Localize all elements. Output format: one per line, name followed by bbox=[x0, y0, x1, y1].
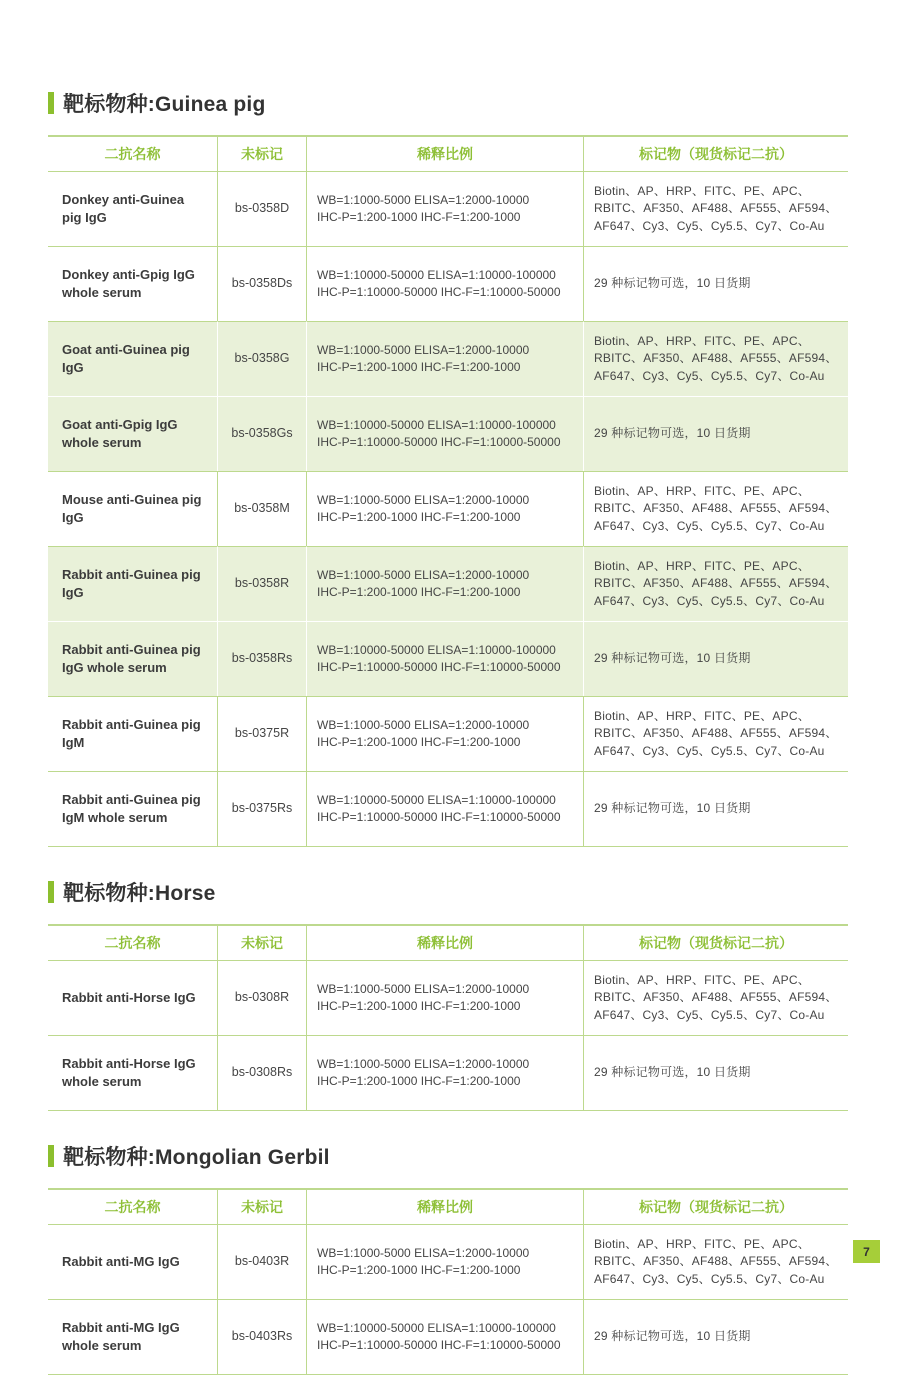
dilution-line-1: WB=1:10000-50000 ELISA=1:10000-100000 bbox=[317, 268, 556, 283]
table-row bbox=[48, 396, 848, 471]
catalog-code-cell: bs-0403R bbox=[218, 1225, 307, 1299]
dilution-line-2: IHC-P=1:10000-50000 IHC-F=1:10000-50000 bbox=[317, 1338, 561, 1352]
markers-cell: 29 种标记物可选，10 日货期 bbox=[584, 1035, 848, 1110]
table-row bbox=[48, 1225, 848, 1299]
antibody-name-cell: Rabbit anti-Guinea pig IgM bbox=[48, 696, 218, 771]
dilution-line-1: WB=1:1000-5000 ELISA=1:2000-10000 bbox=[317, 718, 530, 733]
dilution-cell bbox=[307, 1299, 584, 1374]
markers-cell: 29 种标记物可选，10 日货期 bbox=[584, 396, 848, 471]
antibody-name-cell: Rabbit anti-Guinea pig IgG bbox=[48, 546, 218, 621]
catalog-code-cell: bs-0375Rs bbox=[218, 771, 307, 846]
antibody-name-cell: Goat anti-Gpig IgG whole serum bbox=[48, 396, 218, 471]
dilution-line-2: IHC-P=1:10000-50000 IHC-F=1:10000-50000 bbox=[317, 435, 561, 449]
antibody-table bbox=[48, 135, 848, 847]
catalog-code-cell: bs-0403Rs bbox=[218, 1299, 307, 1374]
table-row bbox=[48, 1035, 848, 1110]
column-header-dilution-ratio: 稀释比例 bbox=[307, 1190, 584, 1225]
antibody-name-cell: Rabbit anti-Horse IgG bbox=[48, 961, 218, 1035]
section-header bbox=[48, 88, 848, 118]
dilution-line-2: IHC-P=1:200-1000 IHC-F=1:200-1000 bbox=[317, 510, 521, 524]
dilution-line-1: WB=1:1000-5000 ELISA=1:2000-10000 bbox=[317, 1057, 530, 1072]
markers-cell: 29 种标记物可选，10 日货期 bbox=[584, 771, 848, 846]
section-marker-bar bbox=[48, 1145, 54, 1167]
page-number-badge: 7 bbox=[853, 1240, 880, 1263]
dilution-cell bbox=[307, 546, 584, 621]
dilution-line-2: IHC-P=1:200-1000 IHC-F=1:200-1000 bbox=[317, 999, 521, 1013]
column-header-dilution-ratio: 稀释比例 bbox=[307, 926, 584, 961]
table-header-row bbox=[48, 926, 848, 961]
markers-cell: 29 种标记物可选，10 日货期 bbox=[584, 246, 848, 321]
dilution-cell bbox=[307, 1225, 584, 1299]
antibody-name-cell: Rabbit anti-Guinea pig IgM whole serum bbox=[48, 771, 218, 846]
dilution-line-2: IHC-P=1:200-1000 IHC-F=1:200-1000 bbox=[317, 210, 521, 224]
column-header-antibody-name: 二抗名称 bbox=[48, 926, 218, 961]
column-header-dilution-ratio: 稀释比例 bbox=[307, 137, 584, 172]
catalog-code-cell: bs-0358Gs bbox=[218, 396, 307, 471]
table-row bbox=[48, 471, 848, 546]
table-row bbox=[48, 246, 848, 321]
markers-cell: 29 种标记物可选，10 日货期 bbox=[584, 621, 848, 696]
section-header bbox=[48, 1141, 848, 1171]
catalog-code-cell: bs-0375R bbox=[218, 696, 307, 771]
markers-cell: Biotin、AP、HRP、FITC、PE、APC、RBITC、AF350、AF488、AF555、AF594、AF647、Cy3、Cy5、Cy5.5、Cy7、Co-Au bbox=[584, 172, 848, 246]
dilution-line-1: WB=1:1000-5000 ELISA=1:2000-10000 bbox=[317, 982, 530, 997]
column-header-markers: 标记物（现货标记二抗） bbox=[584, 1190, 848, 1225]
section-title: 靶标物种:Horse bbox=[63, 882, 216, 905]
markers-cell: Biotin、AP、HRP、FITC、PE、APC、RBITC、AF350、AF488、AF555、AF594、AF647、Cy3、Cy5、Cy5.5、Cy7、Co-Au bbox=[584, 546, 848, 621]
dilution-cell bbox=[307, 961, 584, 1035]
species-section bbox=[48, 1141, 848, 1375]
section-marker-bar bbox=[48, 881, 54, 903]
dilution-cell bbox=[307, 246, 584, 321]
table-row bbox=[48, 546, 848, 621]
dilution-line-1: WB=1:10000-50000 ELISA=1:10000-100000 bbox=[317, 1321, 556, 1336]
dilution-line-2: IHC-P=1:10000-50000 IHC-F=1:10000-50000 bbox=[317, 660, 561, 674]
table-header-row bbox=[48, 1190, 848, 1225]
dilution-cell bbox=[307, 172, 584, 246]
dilution-line-2: IHC-P=1:200-1000 IHC-F=1:200-1000 bbox=[317, 585, 521, 599]
dilution-line-1: WB=1:1000-5000 ELISA=1:2000-10000 bbox=[317, 493, 530, 508]
dilution-cell bbox=[307, 696, 584, 771]
catalog-code-cell: bs-0358Ds bbox=[218, 246, 307, 321]
antibody-name-cell: Rabbit anti-Horse IgG whole serum bbox=[48, 1035, 218, 1110]
dilution-line-2: IHC-P=1:200-1000 IHC-F=1:200-1000 bbox=[317, 360, 521, 374]
dilution-line-1: WB=1:10000-50000 ELISA=1:10000-100000 bbox=[317, 643, 556, 658]
section-marker-bar bbox=[48, 92, 54, 114]
markers-cell: Biotin、AP、HRP、FITC、PE、APC、RBITC、AF350、AF488、AF555、AF594、AF647、Cy3、Cy5、Cy5.5、Cy7、Co-Au bbox=[584, 696, 848, 771]
column-header-markers: 标记物（现货标记二抗） bbox=[584, 137, 848, 172]
antibody-name-cell: Donkey anti-Guinea pig IgG bbox=[48, 172, 218, 246]
markers-cell: Biotin、AP、HRP、FITC、PE、APC、RBITC、AF350、AF488、AF555、AF594、AF647、Cy3、Cy5、Cy5.5、Cy7、Co-Au bbox=[584, 321, 848, 396]
catalog-code-cell: bs-0308R bbox=[218, 961, 307, 1035]
dilution-cell bbox=[307, 1035, 584, 1110]
column-header-unlabeled-code: 未标记 bbox=[218, 1190, 307, 1225]
table-row bbox=[48, 961, 848, 1035]
antibody-name-cell: Rabbit anti-Guinea pig IgG whole serum bbox=[48, 621, 218, 696]
species-section bbox=[48, 877, 848, 1111]
dilution-line-2: IHC-P=1:10000-50000 IHC-F=1:10000-50000 bbox=[317, 810, 561, 824]
table-row bbox=[48, 1299, 848, 1374]
table-row bbox=[48, 696, 848, 771]
catalog-code-cell: bs-0358Rs bbox=[218, 621, 307, 696]
dilution-cell bbox=[307, 471, 584, 546]
markers-cell: 29 种标记物可选，10 日货期 bbox=[584, 1299, 848, 1374]
antibody-name-cell: Rabbit anti-MG IgG whole serum bbox=[48, 1299, 218, 1374]
column-header-antibody-name: 二抗名称 bbox=[48, 137, 218, 172]
dilution-line-2: IHC-P=1:200-1000 IHC-F=1:200-1000 bbox=[317, 735, 521, 749]
catalog-code-cell: bs-0308Rs bbox=[218, 1035, 307, 1110]
catalog-code-cell: bs-0358G bbox=[218, 321, 307, 396]
table-row bbox=[48, 172, 848, 246]
antibody-name-cell: Rabbit anti-MG IgG bbox=[48, 1225, 218, 1299]
dilution-line-1: WB=1:10000-50000 ELISA=1:10000-100000 bbox=[317, 793, 556, 808]
dilution-line-1: WB=1:10000-50000 ELISA=1:10000-100000 bbox=[317, 418, 556, 433]
markers-cell: Biotin、AP、HRP、FITC、PE、APC、RBITC、AF350、AF488、AF555、AF594、AF647、Cy3、Cy5、Cy5.5、Cy7、Co-Au bbox=[584, 471, 848, 546]
column-header-unlabeled-code: 未标记 bbox=[218, 926, 307, 961]
column-header-markers: 标记物（现货标记二抗） bbox=[584, 926, 848, 961]
table-header-row bbox=[48, 137, 848, 172]
dilution-line-2: IHC-P=1:200-1000 IHC-F=1:200-1000 bbox=[317, 1074, 521, 1088]
markers-cell: Biotin、AP、HRP、FITC、PE、APC、RBITC、AF350、AF488、AF555、AF594、AF647、Cy3、Cy5、Cy5.5、Cy7、Co-Au bbox=[584, 1225, 848, 1299]
dilution-cell bbox=[307, 621, 584, 696]
antibody-table bbox=[48, 1188, 848, 1375]
table-row bbox=[48, 771, 848, 846]
section-title: 靶标物种:Guinea pig bbox=[63, 93, 266, 116]
dilution-line-1: WB=1:1000-5000 ELISA=1:2000-10000 bbox=[317, 1246, 530, 1261]
column-header-unlabeled-code: 未标记 bbox=[218, 137, 307, 172]
section-title: 靶标物种:Mongolian Gerbil bbox=[63, 1146, 330, 1169]
dilution-line-2: IHC-P=1:10000-50000 IHC-F=1:10000-50000 bbox=[317, 285, 561, 299]
catalog-code-cell: bs-0358M bbox=[218, 471, 307, 546]
catalog-code-cell: bs-0358D bbox=[218, 172, 307, 246]
dilution-cell bbox=[307, 321, 584, 396]
table-row bbox=[48, 321, 848, 396]
section-header bbox=[48, 877, 848, 907]
dilution-line-1: WB=1:1000-5000 ELISA=1:2000-10000 bbox=[317, 568, 530, 583]
catalog-content bbox=[48, 0, 848, 1375]
dilution-line-1: WB=1:1000-5000 ELISA=1:2000-10000 bbox=[317, 343, 530, 358]
markers-cell: Biotin、AP、HRP、FITC、PE、APC、RBITC、AF350、AF488、AF555、AF594、AF647、Cy3、Cy5、Cy5.5、Cy7、Co-Au bbox=[584, 961, 848, 1035]
dilution-cell bbox=[307, 396, 584, 471]
column-header-antibody-name: 二抗名称 bbox=[48, 1190, 218, 1225]
antibody-name-cell: Goat anti-Guinea pig IgG bbox=[48, 321, 218, 396]
catalog-code-cell: bs-0358R bbox=[218, 546, 307, 621]
species-section bbox=[48, 88, 848, 847]
antibody-name-cell: Donkey anti-Gpig IgG whole serum bbox=[48, 246, 218, 321]
antibody-name-cell: Mouse anti-Guinea pig IgG bbox=[48, 471, 218, 546]
dilution-line-1: WB=1:1000-5000 ELISA=1:2000-10000 bbox=[317, 193, 530, 208]
dilution-cell bbox=[307, 771, 584, 846]
dilution-line-2: IHC-P=1:200-1000 IHC-F=1:200-1000 bbox=[317, 1263, 521, 1277]
antibody-table bbox=[48, 924, 848, 1111]
table-row bbox=[48, 621, 848, 696]
